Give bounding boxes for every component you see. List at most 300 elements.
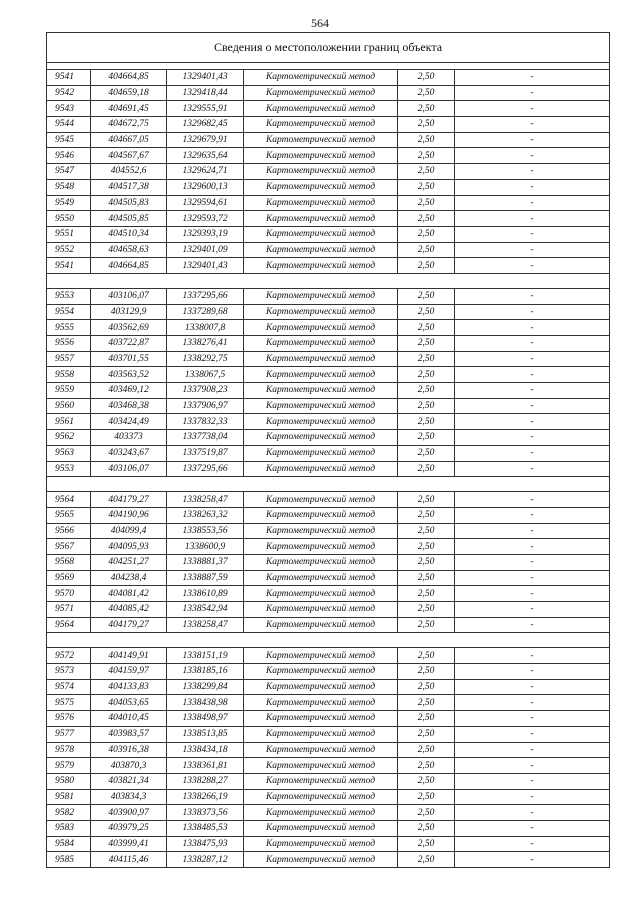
accuracy-cell: 2,50 (398, 164, 455, 180)
y-coordinate-cell: 1338151,19 (167, 648, 244, 664)
y-coordinate-cell: 1338276,41 (167, 336, 244, 352)
method-cell: Картометрический метод (244, 117, 398, 133)
point-number-cell: 9565 (47, 507, 91, 523)
method-cell: Картометрический метод (244, 211, 398, 227)
x-coordinate-cell: 404115,46 (91, 852, 167, 868)
table-row (47, 288, 610, 304)
x-coordinate-cell: 404251,27 (91, 554, 167, 570)
table-row (47, 367, 610, 383)
x-coordinate-cell: 403900,97 (91, 805, 167, 821)
accuracy-cell: 2,50 (398, 179, 455, 195)
group-separator (47, 273, 610, 288)
method-cell: Картометрический метод (244, 711, 398, 727)
x-coordinate-cell: 403373 (91, 430, 167, 446)
description-cell: - (455, 820, 610, 836)
method-cell: Картометрический метод (244, 758, 398, 774)
x-coordinate-cell: 403469,12 (91, 383, 167, 399)
y-coordinate-cell: 1338292,75 (167, 351, 244, 367)
method-cell: Картометрический метод (244, 398, 398, 414)
table-row (47, 679, 610, 695)
description-cell: - (455, 288, 610, 304)
accuracy-cell: 2,50 (398, 288, 455, 304)
method-cell: Картометрический метод (244, 132, 398, 148)
x-coordinate-cell: 404081,42 (91, 586, 167, 602)
x-coordinate-cell: 404505,85 (91, 211, 167, 227)
y-coordinate-cell: 1338498,97 (167, 711, 244, 727)
point-number-cell: 9554 (47, 304, 91, 320)
description-cell: - (455, 117, 610, 133)
method-cell: Картометрический метод (244, 602, 398, 618)
x-coordinate-cell: 403424,49 (91, 414, 167, 430)
point-number-cell: 9549 (47, 195, 91, 211)
x-coordinate-cell: 404190,96 (91, 507, 167, 523)
table-row (47, 414, 610, 430)
y-coordinate-cell: 1329401,09 (167, 242, 244, 258)
y-coordinate-cell: 1338266,19 (167, 789, 244, 805)
y-coordinate-cell: 1329401,43 (167, 258, 244, 274)
method-cell: Картометрический метод (244, 695, 398, 711)
accuracy-cell: 2,50 (398, 383, 455, 399)
description-cell: - (455, 492, 610, 508)
table-row (47, 164, 610, 180)
y-coordinate-cell: 1337519,87 (167, 445, 244, 461)
point-number-cell: 9572 (47, 648, 91, 664)
description-cell: - (455, 164, 610, 180)
x-coordinate-cell: 403722,87 (91, 336, 167, 352)
method-cell: Картометрический метод (244, 523, 398, 539)
method-cell: Картометрический метод (244, 586, 398, 602)
accuracy-cell: 2,50 (398, 602, 455, 618)
point-number-cell: 9553 (47, 288, 91, 304)
x-coordinate-cell: 403129,9 (91, 304, 167, 320)
accuracy-cell: 2,50 (398, 367, 455, 383)
x-coordinate-cell: 403916,38 (91, 742, 167, 758)
method-cell: Картометрический метод (244, 726, 398, 742)
x-coordinate-cell: 404517,38 (91, 179, 167, 195)
description-cell: - (455, 336, 610, 352)
accuracy-cell: 2,50 (398, 664, 455, 680)
x-coordinate-cell: 404658,63 (91, 242, 167, 258)
point-number-cell: 9574 (47, 679, 91, 695)
description-cell: - (455, 304, 610, 320)
table-row (47, 351, 610, 367)
point-number-cell: 9585 (47, 852, 91, 868)
point-number-cell: 9575 (47, 695, 91, 711)
accuracy-cell: 2,50 (398, 320, 455, 336)
y-coordinate-cell: 1338610,89 (167, 586, 244, 602)
table-row (47, 648, 610, 664)
point-number-cell: 9577 (47, 726, 91, 742)
point-number-cell: 9541 (47, 258, 91, 274)
accuracy-cell: 2,50 (398, 492, 455, 508)
y-coordinate-cell: 1338887,59 (167, 570, 244, 586)
method-cell: Картометрический метод (244, 430, 398, 446)
x-coordinate-cell: 404085,42 (91, 602, 167, 618)
point-number-cell: 9570 (47, 586, 91, 602)
method-cell: Картометрический метод (244, 664, 398, 680)
point-number-cell: 9552 (47, 242, 91, 258)
x-coordinate-cell: 403468,38 (91, 398, 167, 414)
description-cell: - (455, 148, 610, 164)
x-coordinate-cell: 404010,45 (91, 711, 167, 727)
y-coordinate-cell: 1338361,81 (167, 758, 244, 774)
accuracy-cell: 2,50 (398, 258, 455, 274)
accuracy-cell: 2,50 (398, 461, 455, 477)
accuracy-cell: 2,50 (398, 101, 455, 117)
point-number-cell: 9578 (47, 742, 91, 758)
accuracy-cell: 2,50 (398, 226, 455, 242)
description-cell: - (455, 226, 610, 242)
description-cell: - (455, 195, 610, 211)
method-cell: Картометрический метод (244, 258, 398, 274)
table-row (47, 258, 610, 274)
table-row (47, 492, 610, 508)
description-cell: - (455, 70, 610, 86)
description-cell: - (455, 445, 610, 461)
table-row (47, 148, 610, 164)
description-cell: - (455, 179, 610, 195)
description-cell: - (455, 430, 610, 446)
point-number-cell: 9579 (47, 758, 91, 774)
accuracy-cell: 2,50 (398, 70, 455, 86)
point-number-cell: 9564 (47, 617, 91, 633)
accuracy-cell: 2,50 (398, 523, 455, 539)
accuracy-cell: 2,50 (398, 742, 455, 758)
method-cell: Картометрический метод (244, 648, 398, 664)
accuracy-cell: 2,50 (398, 195, 455, 211)
point-number-cell: 9580 (47, 773, 91, 789)
method-cell: Картометрический метод (244, 805, 398, 821)
accuracy-cell: 2,50 (398, 398, 455, 414)
y-coordinate-cell: 1337295,66 (167, 461, 244, 477)
y-coordinate-cell: 1329594,61 (167, 195, 244, 211)
y-coordinate-cell: 1329682,45 (167, 117, 244, 133)
y-coordinate-cell: 1338600,9 (167, 539, 244, 555)
description-cell: - (455, 586, 610, 602)
method-cell: Картометрический метод (244, 492, 398, 508)
description-cell: - (455, 242, 610, 258)
point-number-cell: 9547 (47, 164, 91, 180)
y-coordinate-cell: 1338299,84 (167, 679, 244, 695)
y-coordinate-cell: 1337908,23 (167, 383, 244, 399)
point-number-cell: 9550 (47, 211, 91, 227)
y-coordinate-cell: 1329679,91 (167, 132, 244, 148)
table-row (47, 132, 610, 148)
x-coordinate-cell: 403870,3 (91, 758, 167, 774)
table-row (47, 117, 610, 133)
y-coordinate-cell: 1329555,91 (167, 101, 244, 117)
x-coordinate-cell: 404159,97 (91, 664, 167, 680)
method-cell: Картометрический метод (244, 304, 398, 320)
accuracy-cell: 2,50 (398, 539, 455, 555)
y-coordinate-cell: 1338185,16 (167, 664, 244, 680)
table-row (47, 852, 610, 868)
description-cell: - (455, 836, 610, 852)
point-number-cell: 9545 (47, 132, 91, 148)
x-coordinate-cell: 404133,83 (91, 679, 167, 695)
method-cell: Картометрический метод (244, 820, 398, 836)
method-cell: Картометрический метод (244, 383, 398, 399)
table-row (47, 773, 610, 789)
method-cell: Картометрический метод (244, 195, 398, 211)
x-coordinate-cell: 404238,4 (91, 570, 167, 586)
table-row (47, 711, 610, 727)
accuracy-cell: 2,50 (398, 85, 455, 101)
method-cell: Картометрический метод (244, 148, 398, 164)
x-coordinate-cell: 404659,18 (91, 85, 167, 101)
description-cell: - (455, 726, 610, 742)
description-cell: - (455, 711, 610, 727)
y-coordinate-cell: 1329401,43 (167, 70, 244, 86)
table-title: Сведения о местоположении границ объекта (47, 33, 610, 63)
y-coordinate-cell: 1338485,53 (167, 820, 244, 836)
description-cell: - (455, 132, 610, 148)
point-number-cell: 9559 (47, 383, 91, 399)
method-cell: Картометрический метод (244, 242, 398, 258)
method-cell: Картометрический метод (244, 288, 398, 304)
title-row (47, 33, 610, 63)
point-number-cell: 9568 (47, 554, 91, 570)
table-row (47, 664, 610, 680)
y-coordinate-cell: 1338263,32 (167, 507, 244, 523)
table-row (47, 85, 610, 101)
y-coordinate-cell: 1338258,47 (167, 492, 244, 508)
y-coordinate-cell: 1337295,66 (167, 288, 244, 304)
description-cell: - (455, 852, 610, 868)
table-row (47, 617, 610, 633)
table-row (47, 430, 610, 446)
accuracy-cell: 2,50 (398, 820, 455, 836)
accuracy-cell: 2,50 (398, 117, 455, 133)
point-number-cell: 9582 (47, 805, 91, 821)
method-cell: Картометрический метод (244, 570, 398, 586)
page-number: 564 (311, 16, 329, 30)
table-row (47, 383, 610, 399)
point-number-cell: 9583 (47, 820, 91, 836)
method-cell: Картометрический метод (244, 179, 398, 195)
point-number-cell: 9584 (47, 836, 91, 852)
table-row (47, 539, 610, 555)
accuracy-cell: 2,50 (398, 242, 455, 258)
accuracy-cell: 2,50 (398, 852, 455, 868)
description-cell: - (455, 602, 610, 618)
point-number-cell: 9548 (47, 179, 91, 195)
accuracy-cell: 2,50 (398, 726, 455, 742)
x-coordinate-cell: 403999,41 (91, 836, 167, 852)
table-row (47, 445, 610, 461)
x-coordinate-cell: 404664,85 (91, 70, 167, 86)
x-coordinate-cell: 404099,4 (91, 523, 167, 539)
point-number-cell: 9558 (47, 367, 91, 383)
accuracy-cell: 2,50 (398, 148, 455, 164)
accuracy-cell: 2,50 (398, 711, 455, 727)
y-coordinate-cell: 1338542,94 (167, 602, 244, 618)
description-cell: - (455, 570, 610, 586)
point-number-cell: 9561 (47, 414, 91, 430)
accuracy-cell: 2,50 (398, 773, 455, 789)
x-coordinate-cell: 404672,75 (91, 117, 167, 133)
description-cell: - (455, 101, 610, 117)
method-cell: Картометрический метод (244, 70, 398, 86)
accuracy-cell: 2,50 (398, 304, 455, 320)
y-coordinate-cell: 1338288,27 (167, 773, 244, 789)
point-number-cell: 9581 (47, 789, 91, 805)
accuracy-cell: 2,50 (398, 789, 455, 805)
y-coordinate-cell: 1329418,44 (167, 85, 244, 101)
table-row (47, 101, 610, 117)
table-row (47, 242, 610, 258)
table-row (47, 758, 610, 774)
table-row (47, 836, 610, 852)
x-coordinate-cell: 404095,93 (91, 539, 167, 555)
point-number-cell: 9542 (47, 85, 91, 101)
description-cell: - (455, 211, 610, 227)
accuracy-cell: 2,50 (398, 211, 455, 227)
description-cell: - (455, 554, 610, 570)
table-row (47, 398, 610, 414)
description-cell: - (455, 258, 610, 274)
accuracy-cell: 2,50 (398, 617, 455, 633)
x-coordinate-cell: 403106,07 (91, 288, 167, 304)
point-number-cell: 9573 (47, 664, 91, 680)
description-cell: - (455, 805, 610, 821)
description-cell: - (455, 789, 610, 805)
table-row (47, 726, 610, 742)
y-coordinate-cell: 1338067,5 (167, 367, 244, 383)
point-number-cell: 9555 (47, 320, 91, 336)
x-coordinate-cell: 404179,27 (91, 617, 167, 633)
table-row (47, 695, 610, 711)
y-coordinate-cell: 1337906,97 (167, 398, 244, 414)
method-cell: Картометрический метод (244, 336, 398, 352)
table-row (47, 211, 610, 227)
point-number-cell: 9560 (47, 398, 91, 414)
table-row (47, 570, 610, 586)
accuracy-cell: 2,50 (398, 695, 455, 711)
point-number-cell: 9553 (47, 461, 91, 477)
point-number-cell: 9546 (47, 148, 91, 164)
x-coordinate-cell: 404691,45 (91, 101, 167, 117)
x-coordinate-cell: 404510,34 (91, 226, 167, 242)
table-row (47, 195, 610, 211)
spacer-row (47, 63, 610, 70)
method-cell: Картометрический метод (244, 101, 398, 117)
method-cell: Картометрический метод (244, 539, 398, 555)
point-number-cell: 9566 (47, 523, 91, 539)
x-coordinate-cell: 403979,25 (91, 820, 167, 836)
description-cell: - (455, 773, 610, 789)
table-row (47, 461, 610, 477)
accuracy-cell: 2,50 (398, 570, 455, 586)
method-cell: Картометрический метод (244, 461, 398, 477)
method-cell: Картометрический метод (244, 320, 398, 336)
accuracy-cell: 2,50 (398, 648, 455, 664)
accuracy-cell: 2,50 (398, 554, 455, 570)
accuracy-cell: 2,50 (398, 336, 455, 352)
x-coordinate-cell: 404664,85 (91, 258, 167, 274)
description-cell: - (455, 85, 610, 101)
method-cell: Картометрический метод (244, 773, 398, 789)
y-coordinate-cell: 1338475,93 (167, 836, 244, 852)
table-row (47, 226, 610, 242)
description-cell: - (455, 383, 610, 399)
point-number-cell: 9557 (47, 351, 91, 367)
x-coordinate-cell: 404179,27 (91, 492, 167, 508)
table-row (47, 320, 610, 336)
accuracy-cell: 2,50 (398, 351, 455, 367)
description-cell: - (455, 414, 610, 430)
method-cell: Картометрический метод (244, 85, 398, 101)
method-cell: Картометрический метод (244, 789, 398, 805)
table-row (47, 820, 610, 836)
method-cell: Картометрический метод (244, 554, 398, 570)
description-cell: - (455, 679, 610, 695)
x-coordinate-cell: 403983,57 (91, 726, 167, 742)
table-row (47, 304, 610, 320)
accuracy-cell: 2,50 (398, 132, 455, 148)
description-cell: - (455, 648, 610, 664)
table-row (47, 805, 610, 821)
description-cell: - (455, 617, 610, 633)
description-cell: - (455, 320, 610, 336)
method-cell: Картометрический метод (244, 742, 398, 758)
point-number-cell: 9563 (47, 445, 91, 461)
x-coordinate-cell: 404552,6 (91, 164, 167, 180)
method-cell: Картометрический метод (244, 164, 398, 180)
method-cell: Картометрический метод (244, 445, 398, 461)
point-number-cell: 9551 (47, 226, 91, 242)
accuracy-cell: 2,50 (398, 445, 455, 461)
accuracy-cell: 2,50 (398, 586, 455, 602)
point-number-cell: 9567 (47, 539, 91, 555)
accuracy-cell: 2,50 (398, 679, 455, 695)
y-coordinate-cell: 1337738,04 (167, 430, 244, 446)
description-cell: - (455, 398, 610, 414)
method-cell: Картометрический метод (244, 679, 398, 695)
method-cell: Картометрический метод (244, 507, 398, 523)
x-coordinate-cell: 403563,52 (91, 367, 167, 383)
table-row (47, 586, 610, 602)
y-coordinate-cell: 1329600,13 (167, 179, 244, 195)
point-number-cell: 9571 (47, 602, 91, 618)
method-cell: Картометрический метод (244, 351, 398, 367)
x-coordinate-cell: 403821,34 (91, 773, 167, 789)
point-number-cell: 9564 (47, 492, 91, 508)
y-coordinate-cell: 1338434,18 (167, 742, 244, 758)
x-coordinate-cell: 404149,91 (91, 648, 167, 664)
table-row (47, 742, 610, 758)
x-coordinate-cell: 403106,07 (91, 461, 167, 477)
point-number-cell: 9556 (47, 336, 91, 352)
group-separator (47, 477, 610, 492)
y-coordinate-cell: 1338513,85 (167, 726, 244, 742)
x-coordinate-cell: 404053,65 (91, 695, 167, 711)
x-coordinate-cell: 403834,3 (91, 789, 167, 805)
x-coordinate-cell: 403243,67 (91, 445, 167, 461)
accuracy-cell: 2,50 (398, 430, 455, 446)
table-row (47, 602, 610, 618)
description-cell: - (455, 523, 610, 539)
table-row (47, 523, 610, 539)
group-separator (47, 633, 610, 648)
y-coordinate-cell: 1338553,56 (167, 523, 244, 539)
y-coordinate-cell: 1329624,71 (167, 164, 244, 180)
method-cell: Картометрический метод (244, 852, 398, 868)
x-coordinate-cell: 404567,67 (91, 148, 167, 164)
description-cell: - (455, 758, 610, 774)
y-coordinate-cell: 1337832,33 (167, 414, 244, 430)
description-cell: - (455, 351, 610, 367)
